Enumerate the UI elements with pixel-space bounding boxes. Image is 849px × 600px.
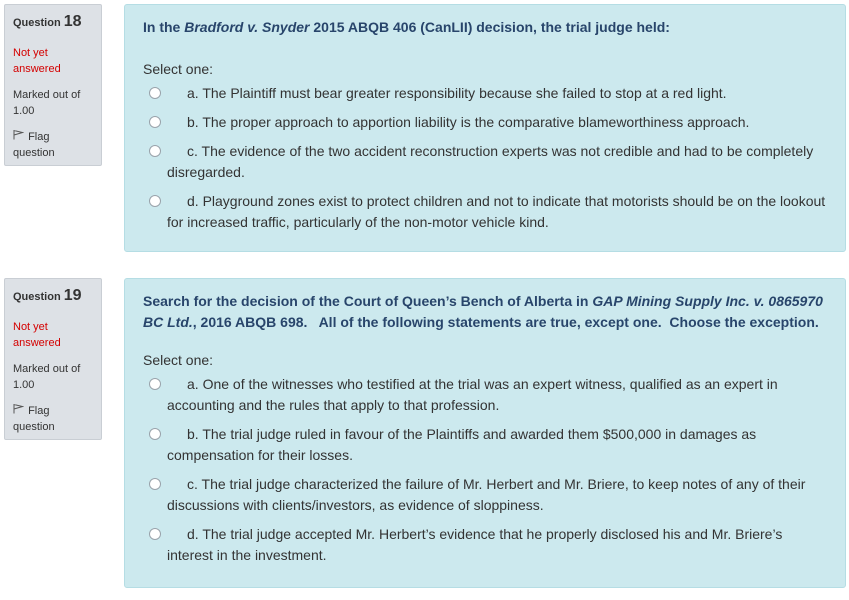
question-19-info [4,278,102,440]
flag-icon [13,129,25,145]
option-label: c. The trial judge characterized the failure of Mr. Herbert and Mr. Briere, to keep notes of any of their discussions with clients/investors, as evidence of sloppiness. [167,476,806,513]
question-number [13,13,93,31]
flag-label: Flag question [13,405,55,433]
radio-button[interactable] [149,478,161,490]
radio-button[interactable] [149,87,161,99]
answer-option-b[interactable] [143,112,827,133]
answer-option-d[interactable] [143,191,827,233]
question-18-content [124,4,846,252]
option-label: c. The evidence of the two accident reconstruction experts was not credible and had to be completely disregarded. [167,143,814,180]
answer-option-d[interactable] [143,524,827,566]
case-name: GAP Mining Supply Inc. v. 0865970 BC Ltd. [143,293,823,330]
option-label: a. One of the witnesses who testified at the trial was an expert witness, qualified as an expert in accounting and the rules that apply to that profession. [167,376,778,413]
radio-button[interactable] [149,116,161,128]
radio-button[interactable] [149,528,161,540]
option-label: b. The proper approach to apportion liability is the comparative blameworthiness approach. [187,114,750,130]
flag-question-button[interactable] [13,403,93,435]
flag-icon [13,403,25,419]
radio-button[interactable] [149,195,161,207]
answer-option-c[interactable] [143,141,827,183]
question-19-content [124,278,846,588]
select-prompt: Select one: [143,352,214,368]
radio-button[interactable] [149,428,161,440]
question-number-value: 18 [63,13,82,30]
option-label: b. The trial judge ruled in favour of the Plaintiffs and awarded them $500,000 in damages as compensation for their losses. [167,426,757,463]
question-grade: Marked out of 1.00 [13,363,81,391]
radio-button[interactable] [149,378,161,390]
question-grade: Marked out of 1.00 [13,89,81,117]
question-label: Question [13,17,61,29]
question-number-value: 19 [63,287,82,304]
question-text-part: In the [143,19,185,35]
question-text [143,291,827,333]
option-label: d. Playground zones exist to protect children and not to indicate that motorists should be on the lookout for increased traffic, particularly of the non-motor vehicle kind. [167,193,826,230]
question-text-part: , 2016 ABQB 698. All of the following statements are true, except one. Choose the exception. [192,314,819,330]
answer-option-a[interactable] [143,374,827,416]
question-state: Not yet answered [13,47,61,75]
flag-question-button[interactable] [13,129,93,161]
question-label: Question [13,291,61,303]
select-prompt: Select one: [143,61,214,77]
question-text [143,17,827,38]
radio-button[interactable] [149,145,161,157]
flag-label: Flag question [13,131,55,159]
question-state: Not yet answered [13,321,61,349]
option-label: a. The Plaintiff must bear greater responsibility because she failed to stop at a red light. [187,85,727,101]
question-number [13,287,93,305]
case-name: Bradford v. Snyder [184,19,310,35]
answer-option-a[interactable] [143,83,827,104]
question-18-info [4,4,102,166]
answer-option-c[interactable] [143,474,827,516]
answer-option-b[interactable] [143,424,827,466]
question-text-part: Search for the decision of the Court of Queen’s Bench of Alberta in [143,293,593,309]
option-label: d. The trial judge accepted Mr. Herbert’s evidence that he properly disclosed his and Mr. Briere’s interest in the investment. [167,526,783,563]
question-text-part: 2015 ABQB 406 (CanLII) decision, the trial judge held: [309,19,670,35]
